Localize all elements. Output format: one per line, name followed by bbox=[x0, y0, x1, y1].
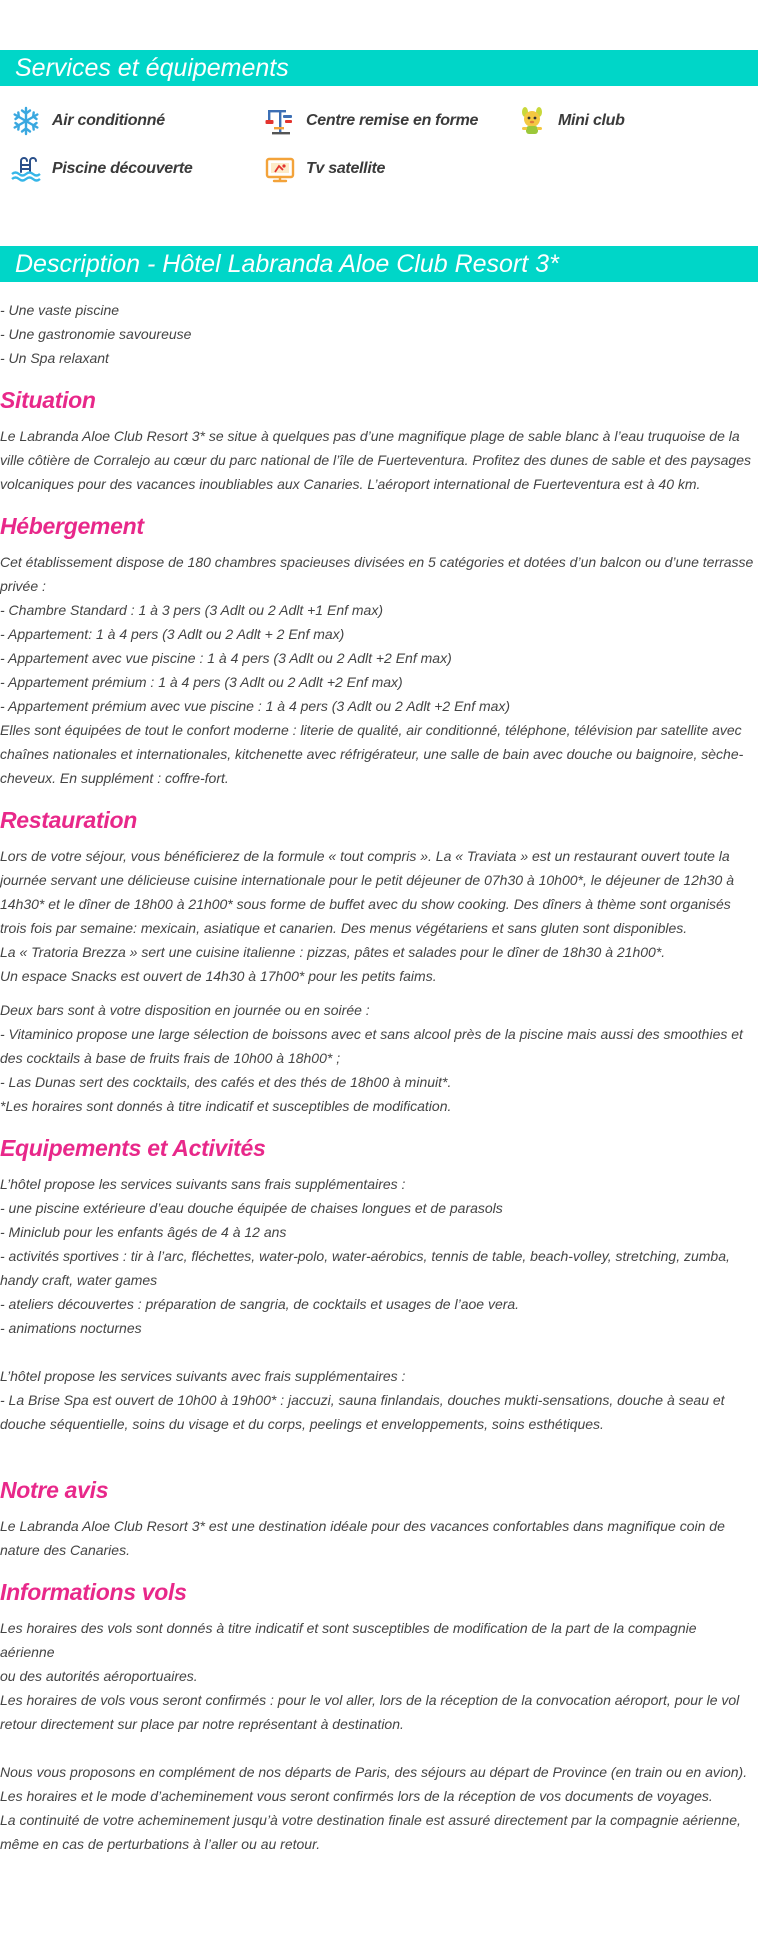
text-line: chaînes nationales et internationales, kitchenette avec réfrigérateur, une salle de bain avec douche ou baignoire, sèche- bbox=[0, 746, 744, 762]
text-line: - Vitaminico propose une large sélection de boissons avec et sans alcool près de la piscine mais aussi des smoothies et bbox=[0, 1026, 743, 1042]
text-line: - Chambre Standard : 1 à 3 pers (3 Adlt ou 2 Adlt +1 Enf max) bbox=[0, 602, 383, 618]
service-label: Tv satellite bbox=[306, 160, 386, 177]
text-line: cheveux. En supplément : coffre-fort. bbox=[0, 770, 229, 786]
equipements-text bbox=[0, 1172, 754, 1436]
description-content bbox=[0, 298, 754, 1856]
text-line: des cocktails à base de fruits frais de 10h00 à 18h00* ; bbox=[0, 1050, 341, 1066]
fitness-icon bbox=[264, 105, 296, 137]
text-line: Deux bars sont à votre disposition en journée ou en soirée : bbox=[0, 1002, 370, 1018]
text-line: L’hôtel propose les services suivants sans frais supplémentaires : bbox=[0, 1176, 406, 1192]
text-line: La « Tratoria Brezza » sert une cuisine italienne : pizzas, pâtes et salades pour le dîner de 18h30 à 21h00*. bbox=[0, 944, 666, 960]
text-line: Le Labranda Aloe Club Resort 3* se situe à quelques pas d’une magnifique plage de sable blanc à l’eau truquoise de la bbox=[0, 428, 740, 444]
snowflake-icon bbox=[10, 105, 42, 137]
service-label: Centre remise en forme bbox=[306, 112, 479, 129]
text-line: ville côtière de Corralejo au cœur du parc national de l’île de Fuerteventura. Profitez des dunes de sable et des paysages bbox=[0, 452, 751, 468]
text-line: handy craft, water games bbox=[0, 1272, 158, 1288]
text-line: Les horaires de vols vous seront confirmés : pour le vol aller, lors de la réception de la convocation aéroport, pour le vol bbox=[0, 1692, 740, 1708]
intro-line: - Une gastronomie savoureuse bbox=[0, 326, 192, 342]
text-line: La continuité de votre acheminement jusqu’à votre destination finale est assuré directement par la compagnie aérienne, bbox=[0, 1812, 741, 1828]
text-line: *Les horaires sont donnés à titre indicatif et susceptibles de modification. bbox=[0, 1098, 452, 1114]
text-line: Le Labranda Aloe Club Resort 3* est une destination idéale pour des vacances confortables dans magnifique coin de bbox=[0, 1518, 725, 1534]
text-line: - Appartement prémium : 1 à 4 pers (3 Adlt ou 2 Adlt +2 Enf max) bbox=[0, 674, 403, 690]
kids-club-icon bbox=[516, 105, 548, 137]
text-line: - Appartement prémium avec vue piscine : 1 à 4 pers (3 Adlt ou 2 Adlt +2 Enf max) bbox=[0, 698, 511, 714]
text-line: Cet établissement dispose de 180 chambres spacieuses divisées en 5 catégories et dotées d’un balcon ou d’une terrasse bbox=[0, 554, 754, 570]
avis-text bbox=[0, 1514, 754, 1562]
hebergement-text bbox=[0, 550, 754, 790]
vols-text bbox=[0, 1616, 754, 1856]
text-line: journée servant une délicieuse cuisine internationale pour le petit déjeuner de 07h30 à 10h00*, le déjeuner de 12h30 à bbox=[0, 872, 734, 888]
text-line: - La Brise Spa est ouvert de 10h00 à 19h00* : jaccuzi, sauna finlandais, douches mukti-sensations, douche à seau et bbox=[0, 1392, 725, 1408]
service-label: Air conditionné bbox=[52, 112, 165, 129]
tv-icon bbox=[264, 153, 296, 185]
service-tv-satellite bbox=[264, 152, 385, 186]
text-line: Lors de votre séjour, vous bénéficierez de la formule « tout compris ». La « Traviata » est un restaurant ouvert toute la bbox=[0, 848, 730, 864]
text-line: trois fois par semaine: mexicain, asiatique et canarien. Des menus végétariens et sans gluten sont disponibles. bbox=[0, 920, 688, 936]
vols-heading: Informations vols bbox=[0, 1579, 187, 1605]
equipements-heading: Equipements et Activités bbox=[0, 1135, 266, 1161]
service-piscine-decouverte bbox=[10, 152, 192, 186]
text-line: Nous vous proposons en complément de nos départs de Paris, des séjours au départ de Province (en train ou en avion). bbox=[0, 1764, 748, 1780]
text-line: - Appartement: 1 à 4 pers (3 Adlt ou 2 Adlt + 2 Enf max) bbox=[0, 626, 345, 642]
service-air-conditionne bbox=[10, 104, 165, 138]
intro-line: - Une vaste piscine bbox=[0, 302, 120, 318]
text-line: Elles sont équipées de tout le confort moderne : literie de qualité, air conditionné, téléphone, télévision par satellite avec bbox=[0, 722, 742, 738]
service-label: Mini club bbox=[558, 112, 625, 129]
text-line: Les horaires et le mode d’acheminement vous seront confirmés lors de la réception de vos documents de voyages. bbox=[0, 1788, 713, 1804]
avis-heading: Notre avis bbox=[0, 1477, 109, 1503]
text-line: douche séquentielle, soins du visage et du corps, peelings et enveloppements, soins esthétiques. bbox=[0, 1416, 604, 1432]
text-line: 14h30* et le dîner de 18h00 à 21h00* sous forme de buffet avec du show cooking. Des dîners à thème sont organisés bbox=[0, 896, 731, 912]
pool-icon bbox=[10, 153, 42, 185]
intro-block bbox=[0, 298, 754, 370]
text-line: Les horaires des vols sont donnés à titre indicatif et sont susceptibles de modification de la part de la compagnie aérienne bbox=[0, 1620, 697, 1660]
text-line: privée : bbox=[0, 578, 46, 594]
text-line: Un espace Snacks est ouvert de 14h30 à 17h00* pour les petits faims. bbox=[0, 968, 437, 984]
text-line: - une piscine extérieure d’eau douche équipée de chaises longues et de parasols bbox=[0, 1200, 503, 1216]
text-line: même en cas de perturbations à l’aller ou au retour. bbox=[0, 1836, 321, 1852]
service-label: Piscine découverte bbox=[52, 160, 193, 177]
services-title: Services et équipements bbox=[15, 54, 289, 82]
hebergement-heading: Hébergement bbox=[0, 513, 144, 539]
text-line: ou des autorités aéroportuaires. bbox=[0, 1668, 198, 1684]
situation-heading: Situation bbox=[0, 387, 96, 413]
description-title: Description - Hôtel Labranda Aloe Club Resort 3* bbox=[15, 250, 559, 278]
services-grid bbox=[10, 104, 750, 214]
restauration-heading: Restauration bbox=[0, 807, 137, 833]
intro-line: - Un Spa relaxant bbox=[0, 350, 109, 366]
text-line: retour directement sur place par notre représentant à destination. bbox=[0, 1716, 404, 1732]
restauration-text bbox=[0, 844, 754, 1118]
service-centre-remise-en-forme bbox=[264, 104, 478, 138]
service-mini-club bbox=[516, 104, 625, 138]
text-line: nature des Canaries. bbox=[0, 1542, 130, 1558]
text-line: L’hôtel propose les services suivants avec frais supplémentaires : bbox=[0, 1368, 406, 1384]
text-line: - Las Dunas sert des cocktails, des cafés et des thés de 18h00 à minuit*. bbox=[0, 1074, 452, 1090]
text-line: - Appartement avec vue piscine : 1 à 4 pers (3 Adlt ou 2 Adlt +2 Enf max) bbox=[0, 650, 452, 666]
situation-text bbox=[0, 424, 754, 496]
text-line: - ateliers découvertes : préparation de sangria, de cocktails et usages de l’aoe vera. bbox=[0, 1296, 520, 1312]
services-title-bar bbox=[0, 50, 758, 86]
text-line: - Miniclub pour les enfants âgés de 4 à 12 ans bbox=[0, 1224, 287, 1240]
text-line: volcaniques pour des vacances inoubliables aux Canaries. L’aéroport international de Fuerteventura est à 40 km. bbox=[0, 476, 701, 492]
description-title-bar bbox=[0, 246, 758, 282]
text-line: - animations nocturnes bbox=[0, 1320, 142, 1336]
text-line: - activités sportives : tir à l’arc, fléchettes, water-polo, water-aérobics, tennis de table, beach-volley, stretching, zumba, bbox=[0, 1248, 730, 1264]
